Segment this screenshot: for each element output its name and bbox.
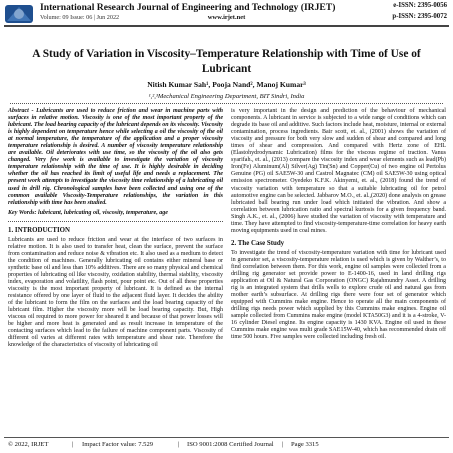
- journal-header: [0, 0, 453, 30]
- introduction-text: Lubricants are used to reduce friction and wear at the interface of two surfaces in relative motion. It is also used to transfer heat, clean the surface, prevent the surface from contamination and reduce noise & vibration etc. It also used as a medium to detect the condition of machines. Generally lubricating oil contains either mineral base or synthetic base oil and less than 10% additives. There are so many physical and chemical properties of lubricating oil like viscosity, oxidation stability, thermal stability, viscosity index, evaporation and volatility, flash point, pour point etc. Out of all these properties viscosity is the most important property of lubricant. It is defined as the internal resistance offered by one layer of fluid to the adjacent fluid layer. It decides the ability of the lubricant to form the film on the surfaces and the load bearing capacity of the lubricant film. Higher the viscosity more will be load bearing capacity. But, High viscous oil required to more power for sheared it and because of that power losses will be higher and more heat is generated and as result increase in temperature of the contacting surfaces which lead to the failure of machine component parts. Viscosity of different oil varies at different rates with temperature and shear rate. Therefore the knowledge of the characteristics of viscosity of lubricating oil: [8, 236, 223, 349]
- left-column: [8, 108, 223, 352]
- journal-url[interactable]: www.irjet.net: [207, 14, 246, 21]
- footer-copyright: © 2022, IRJET: [8, 441, 49, 448]
- paper-title: A Study of Variation in Viscosity–Temperature Relationship with Time of Use of Lubricant: [32, 48, 421, 75]
- footer-impact-factor: Impact Factor value: 7.529: [82, 441, 154, 448]
- keywords: Key Words: lubricant, lubricating oil, viscosity, temperature, age: [8, 209, 168, 216]
- footer-iso: ISO 9001:2008 Certified Journal: [187, 441, 274, 448]
- footer-separator: |: [72, 441, 74, 448]
- header-divider: [4, 25, 449, 27]
- title-divider: [10, 103, 443, 104]
- section-heading-case-study: 2. The Case Study: [231, 239, 285, 247]
- e-issn: e-ISSN: 2395-0056: [393, 2, 447, 9]
- volume-issue: Volume: 09 Issue: 06 | Jun 2022: [40, 14, 120, 21]
- footer-separator: |: [282, 441, 284, 448]
- right-column: [231, 108, 446, 344]
- case-study-text: To investigate the trend of viscosity-temperature variation with time for lubricant used in generator set, a viscosity-temperature relation is used which is given by Walther’s, to find correlation between them. For this work, engine oil samples were collected from a drilling rig generator set provide power to E-1400-16, used in land drilling rigs application at Oil & Natural Gas Corporation (ONGC) Rajahmundry Asset. A drilling rig is an integrated system that drills wells to explore crude oil and natural gas from mother earth’s subsurface. At drilling rigs there were four set of generator which equipped with Cummins make engine. Hence to operate all the main components of drilling rigs needs power which supplied by this Cummins make engines. Engine oil sample collected from Cummins make engine (model KTA50G3) and it is a 4-stroke, V-16 cylinder Diesel engine. Its engine capacity is 1430 KVA. Engine oil used in these Cummins make engine was multi grade SAE15W-40, which has recommended drain off time 500 hours. Five samples were collected including fresh oil.: [231, 249, 446, 341]
- section-heading-introduction: 1. INTRODUCTION: [8, 226, 71, 234]
- abstract: Abstract - Lubricants are used to reduce friction and wear in machine parts with surfaces in relative motion. Viscosity is one of the most important property of the lubricant. The load bearing capacity of the lubricant depends on its viscosity. Viscosity is highly dependent on temperature hence while selecting a oil the viscosity of the oil at normal temperature, the temperature of the application and a proper viscosity temperature relationship is desired. A number of viscosity temperature relationship are available. Oil deteriorates with use time, so the viscosity of the oil also gets changed. Very few work is available to investigate the variation of viscosity temperature relationship with the time of use. It is highly desirable in deciding whether the oil has reached its limit of useful life and needs a replacement. The present work attempts to investigate the viscosity time relationship of a lubricating oil used in drill rig. Chronological samples have been collected and using one of the common available Viscosity-Temperature relationships, the variation in this relationship with time has been studied.: [8, 108, 223, 206]
- p-issn: p-ISSN: 2395-0072: [392, 13, 447, 20]
- abstract-divider: [8, 221, 223, 222]
- journal-name: International Research Journal of Engineering and Technology (IRJET): [40, 2, 336, 13]
- footer-divider: [4, 437, 449, 438]
- footer-page-number: Page 3315: [291, 441, 319, 448]
- introduction-continued: is very important in the design and prediction of the behaviour of mechanical components. A lubricant in service is subjected to a wide range of conditions which can degrade its base oil and additive. Such factors include heat, moisture, internal or external contamination, process ingredients. Bair scott, et. al., (2001) shows the variation of viscosity and pressure for both very slow and sudden of shear and compared and long times of shear and compression. And compared with Hertz zone of EHL (Elastohydrodynamic Lubrication) films for the viscous regime of traction. Vanus syarifah., et. al., (2013) compare the viscosity index and wear elements such as lead(Pb) Iron(Fe) Aluminum(Al) Silver(Ag) Tin(Sn) and Copper(Cu) of two engine oil Pertolus Genuine (PG) oil SAE5W-30 and Castrol Magnatec (CM) oil SAE5W-30 using optical emission spectrometer. Oyedeko K.F.K. Akinyemi, et. al., (2018) found the trend of viscosity variation with temperature so that a suitable lubricating oil for petrol automotive engine can be selected. Jabbarov M.O., et. al.,(2020) done analysis on grease lubricated ball bearing run under load which initiated the vibration. And show a correlation between lubrication ratio and spectral kurtosis for a given frequency band. Singh A.K., et. al., (2006) have studied the variation of viscosity with temperature and time. They have attempted to find viscosity-temperature-time correlation for heavy earth moving equipments used in coal mines.: [231, 108, 446, 234]
- paper-authors: Nitish Kumar Sah¹, Pooja Nand², Manoj Kumar³: [147, 80, 306, 89]
- paper-affiliation: ¹,²,³Mechanical Engineering Department, BIT Sindri, India: [148, 93, 305, 100]
- footer-separator: |: [178, 441, 180, 448]
